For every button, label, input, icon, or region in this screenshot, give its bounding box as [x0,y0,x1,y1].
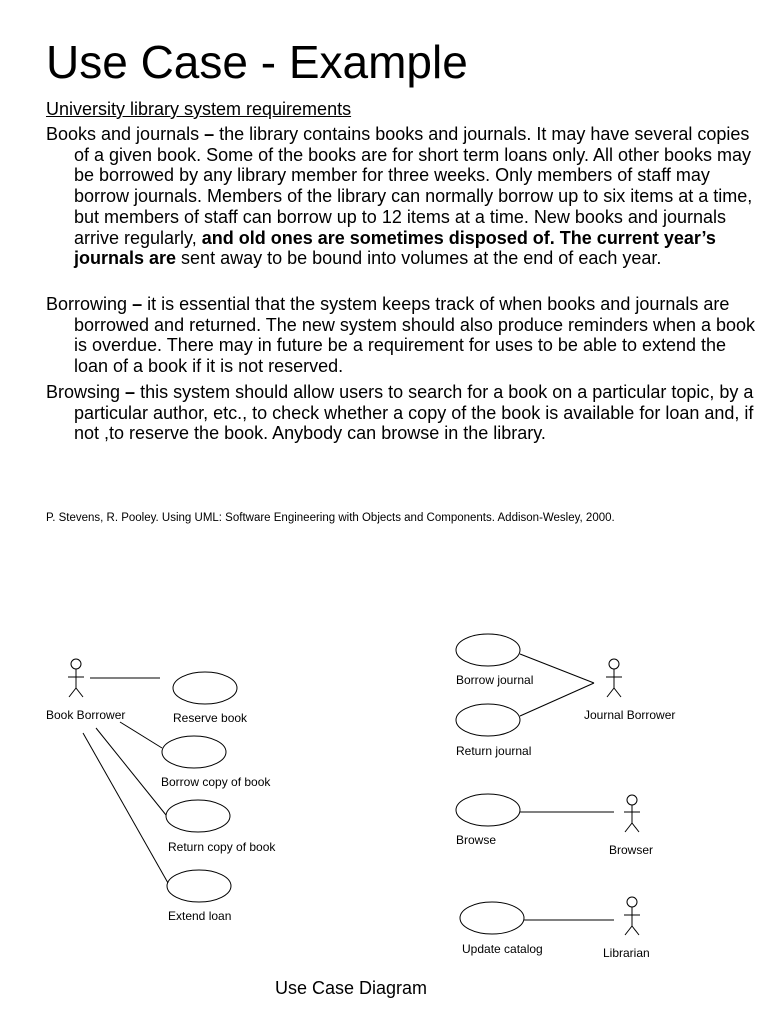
use-case-borrow-copy [162,736,226,768]
reference-citation: P. Stevens, R. Pooley. Using UML: Software Engineering with Objects and Components. Addison-Wesley, 2000. [46,512,615,524]
paragraph-dash: – [204,124,215,144]
page-title: Use Case - Example [46,36,468,88]
use-case-extend-loan [167,870,231,902]
paragraph-bold-text: and old ones are sometimes disposed of. The current year’s journals are [74,227,716,269]
use-case-browse [456,794,520,826]
paragraph-borrowing [46,294,764,377]
paragraph-heading: Browsing [46,382,121,402]
paragraph-dash: – [125,382,136,402]
actor-label-browser: Browser [609,843,654,857]
paragraph-books-journals [46,124,764,269]
use-case-return-copy [166,800,230,832]
use-case-reserve-book [173,672,237,704]
use-case-label-reserve-book: Reserve book [173,711,248,725]
use-case-label-return-copy: Return copy of book [168,840,276,854]
paragraph-text: this system should allow users to search for a book on a particular topic, by a particular author, etc., to check whether a copy of the book is available for loan and, if not ,to reserve the book. Anybody can browse in the library. [74,382,754,444]
association-line [96,728,166,815]
actor-figure-book-borrower [68,659,84,697]
use-case-label-borrow-journal: Borrow journal [456,673,534,687]
actor-label-librarian: Librarian [603,946,650,960]
association-line [83,733,168,883]
paragraph-browsing [46,382,764,444]
paragraph-text: it is essential that the system keeps track of when books and journals are borrowed and returned. The new system should also produce reminders when a book is overdue. There may in future be a requirement for uses to be able to extend the loan of a book if it is not reserved. [74,294,756,377]
diagram-caption: Use Case Diagram [274,978,428,998]
use-case-label-update-catalog: Update catalog [462,942,543,956]
use-case-label-browse: Browse [456,833,497,847]
association-line [120,722,162,748]
use-case-label-extend-loan: Extend loan [168,909,232,923]
paragraph-heading: Borrowing [46,294,128,314]
use-case-label-return-journal: Return journal [456,744,532,758]
actor-figure-journal-borrower [606,659,622,697]
use-case-label-borrow-copy: Borrow copy of book [161,775,271,789]
paragraph-text: the library contains books and journals. It may have several copies of a given book. Some of the books are for short term loans only. All other books may be borrowed by any library member for three weeks. Only members of staff may borrow journals. Members of the library can normally borrow up to six items at a time, but members of staff can borrow up to 12 items at a time. New books and journals arrive regularly, [74,124,753,248]
paragraph-dash: – [132,294,143,314]
use-case-update-catalog [460,902,524,934]
paragraph-tail: sent away to be bound into volumes at the end of each year. [176,248,662,269]
actor-figure-librarian [624,897,640,935]
association-line [520,683,594,716]
actor-label-book-borrower: Book Borrower [46,708,126,722]
actor-label-journal-borrower: Journal Borrower [584,708,676,722]
use-case-return-journal [456,704,520,736]
actor-figure-browser [624,795,640,832]
section-subtitle: University library system requirements [46,99,352,119]
use-case-borrow-journal [456,634,520,666]
use-case-diagram [0,600,768,980]
paragraph-heading: Books and journals [46,124,200,144]
